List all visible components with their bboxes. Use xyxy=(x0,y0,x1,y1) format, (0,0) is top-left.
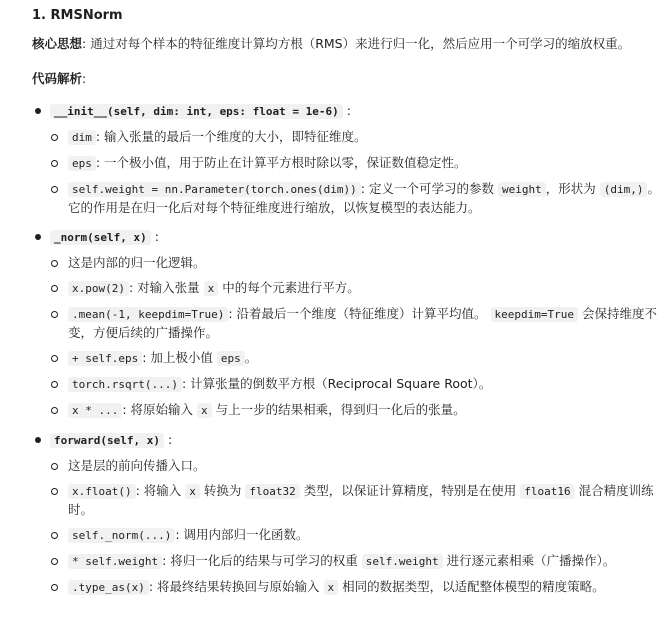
list-item xyxy=(50,578,662,597)
list-item xyxy=(50,552,662,571)
item-text: : 一个极小值，用于防止在计算平方根时除以零，保证数值稳定性。 xyxy=(95,155,467,170)
list-item xyxy=(50,128,662,147)
code-analysis-colon: : xyxy=(82,71,87,86)
inline-code: x.pow(2) xyxy=(68,281,129,296)
item-text: : 定义一个可学习的参数 xyxy=(360,181,494,196)
list-item xyxy=(50,401,662,420)
inline-code: eps xyxy=(68,156,96,171)
list-item xyxy=(50,349,662,368)
item-text: 进行逐元素相乘（广播操作）。 xyxy=(446,553,616,568)
inline-code: x xyxy=(324,580,339,595)
inline-code: float32 xyxy=(245,484,299,499)
item-text: 这是层的前向传播入口。 xyxy=(68,458,206,473)
list-item xyxy=(50,180,662,217)
forward-signature-suffix: : xyxy=(167,432,173,447)
item-text: : 计算张量的倒数平方根（Reciprocal Square Root）。 xyxy=(181,376,492,391)
inline-code: weight xyxy=(498,182,546,197)
item-text: 会保持维度不变，方便后续的广播操作。 xyxy=(68,306,657,340)
inline-code: self._norm(...) xyxy=(68,528,175,543)
item-text: : 将输入 xyxy=(135,483,182,498)
forward-signature-line xyxy=(50,430,662,451)
inline-code: x xyxy=(197,403,212,418)
inline-code: .mean(-1, keepdim=True) xyxy=(68,307,228,322)
item-text: : 调用内部归一化函数。 xyxy=(175,527,309,542)
inline-code: x xyxy=(204,281,219,296)
inline-code: + self.eps xyxy=(68,351,142,366)
item-text: : 加上极小值 xyxy=(142,350,213,365)
list-item xyxy=(50,254,662,272)
list-item xyxy=(50,482,662,519)
code-analysis-heading xyxy=(32,69,662,87)
inline-code: * self.weight xyxy=(68,554,162,569)
inline-code: x xyxy=(185,484,200,499)
inline-code: x.float() xyxy=(68,484,136,499)
inline-code: keepdim=True xyxy=(491,307,578,322)
init-sublist xyxy=(50,128,662,217)
list-item xyxy=(50,305,662,342)
init-signature-suffix: : xyxy=(346,103,351,118)
analysis-list xyxy=(32,101,662,597)
list-item xyxy=(50,526,662,545)
core-idea-paragraph xyxy=(32,35,662,53)
item-text: 这是内部的归一化逻辑。 xyxy=(68,255,206,270)
code-analysis-label: 代码解析 xyxy=(32,71,83,86)
inline-code: self.weight = nn.Parameter(torch.ones(dim)) xyxy=(68,182,361,197)
norm-signature-line xyxy=(50,227,662,248)
norm-sublist xyxy=(50,254,662,420)
list-item-norm xyxy=(32,227,662,420)
item-text: 类型，以保证计算精度，特别是在使用 xyxy=(303,483,517,498)
item-text: : 将最终结果转换回与原始输入 xyxy=(148,579,320,594)
item-text: 中的每个元素进行平方。 xyxy=(222,280,360,295)
list-item xyxy=(50,457,662,475)
item-text: 。 xyxy=(244,350,258,365)
section-title: 1. RMSNorm xyxy=(32,8,123,23)
core-idea-label: 核心思想 xyxy=(32,36,83,51)
list-item xyxy=(50,154,662,173)
item-text: : 将原始输入 xyxy=(122,402,194,417)
forward-signature-code: forward(self, x) xyxy=(50,433,164,448)
init-signature-code: __init__(self, dim: int, eps: float = 1e-6) xyxy=(50,104,343,119)
forward-sublist xyxy=(50,457,662,597)
list-item-forward xyxy=(32,430,662,597)
inline-code: .type_as(x) xyxy=(68,580,149,595)
inline-code: (dim,) xyxy=(600,182,648,197)
document-body xyxy=(32,8,662,607)
inline-code: eps xyxy=(217,351,245,366)
item-text: 混合精度训练时。 xyxy=(68,483,654,517)
list-item xyxy=(50,279,662,298)
inline-code: dim xyxy=(68,130,96,145)
item-text: 。它的作用是在归一化后对每个特征维度进行缩放，以恢复模型的表达能力。 xyxy=(68,181,660,215)
inline-code: self.weight xyxy=(362,554,443,569)
item-text: : 对输入张量 xyxy=(128,280,200,295)
norm-signature-code: _norm(self, x) xyxy=(50,230,151,245)
item-text: : 将归一化后的结果与可学习的权重 xyxy=(162,553,358,568)
item-text: : 沿着最后一个维度（特征维度）计算平均值。 xyxy=(228,306,487,321)
item-text: ，形状为 xyxy=(545,181,596,196)
item-text: : 输入张量的最后一个维度的大小，即特征维度。 xyxy=(95,129,367,144)
item-text: 转换为 xyxy=(203,483,242,498)
inline-code: x * ... xyxy=(68,403,122,418)
norm-signature-suffix: : xyxy=(154,229,159,244)
inline-code: torch.rsqrt(...) xyxy=(68,377,182,392)
inline-code: float16 xyxy=(520,484,574,499)
item-text: 相同的数据类型，以适配整体模型的精度策略。 xyxy=(342,579,605,594)
list-item xyxy=(50,375,662,394)
item-text: 与上一步的结果相乘，得到归一化后的张量。 xyxy=(215,402,466,417)
list-item-init xyxy=(32,101,662,217)
init-signature-line xyxy=(50,101,662,122)
core-idea-text: : 通过对每个样本的特征维度计算均方根（RMS）来进行归一化，然后应用一个可学习的缩放权重。 xyxy=(82,36,631,51)
